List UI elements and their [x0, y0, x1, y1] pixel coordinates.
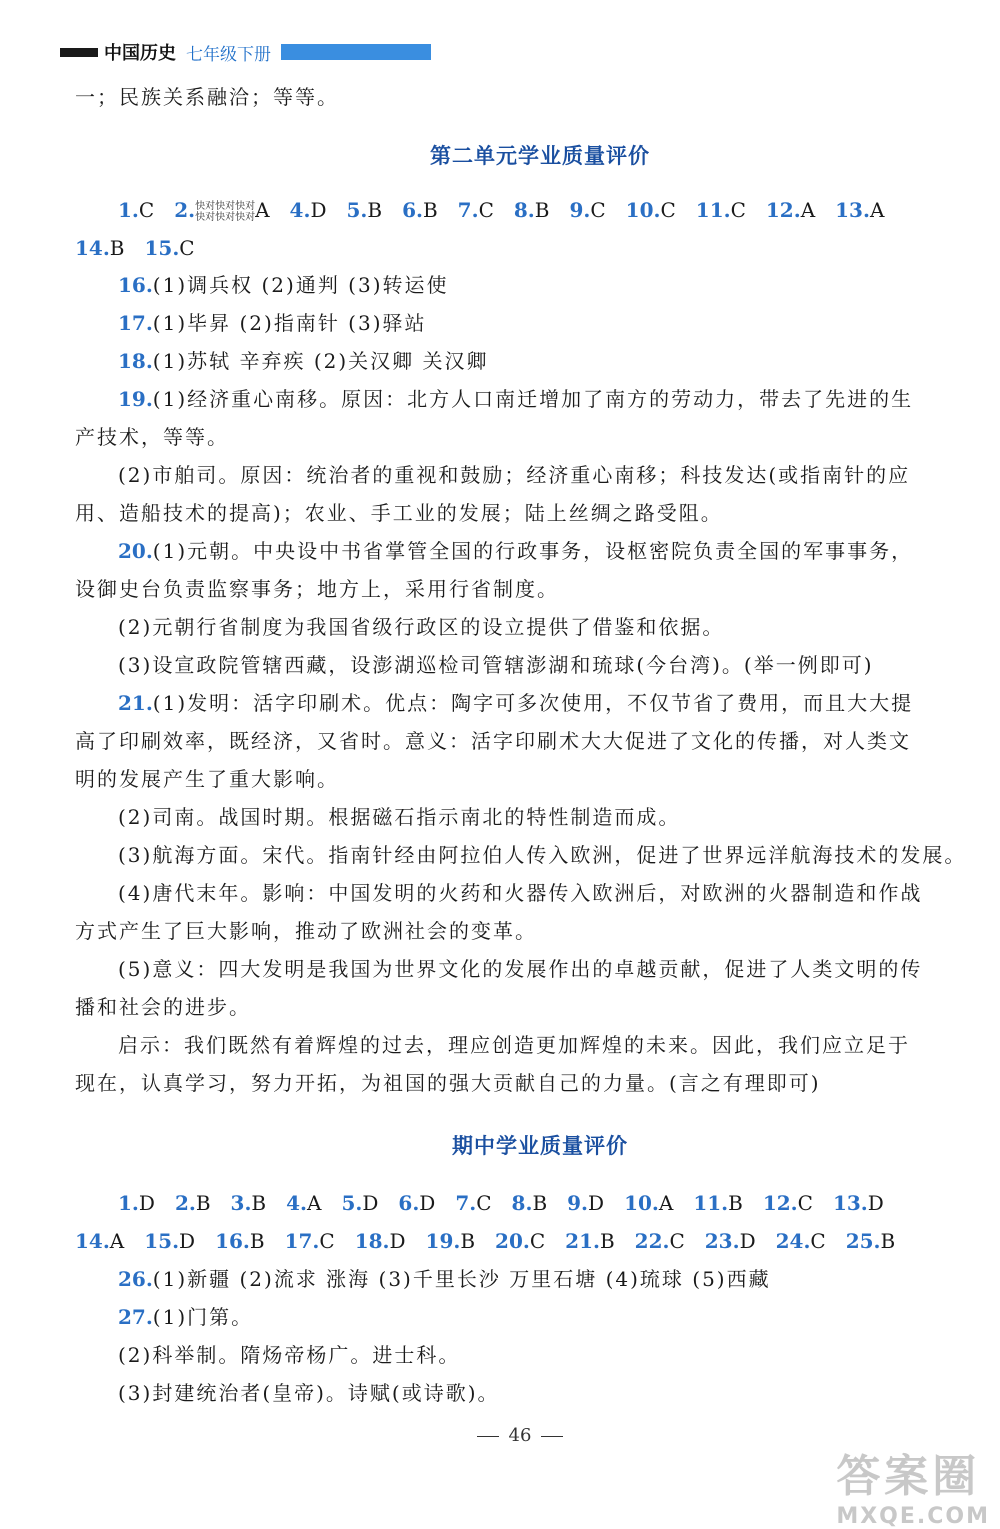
q18-text: (1)苏轼 辛弃疾 (2)关汉卿 关汉卿 [152, 349, 489, 373]
q19-line1 [118, 384, 913, 414]
midterm-answer-letter: C [476, 1191, 492, 1215]
midterm-answer [693, 1191, 743, 1215]
q19-line4: 用、造船技术的提高)；农业、手工业的发展；陆上丝绸之路受阻。 [75, 501, 723, 525]
midterm-answer-letter: D [588, 1191, 605, 1215]
q19-line2: 产技术，等等。 [75, 425, 229, 449]
q21-line7: 方式产生了巨大影响，推动了欧洲社会的变革。 [75, 919, 537, 943]
unit2-answer-number: 6. [402, 198, 423, 222]
q21-line1 [118, 688, 913, 718]
q17-text: (1)毕昇 (2)指南针 (3)驿站 [152, 311, 427, 335]
midterm-answer-number: 2. [174, 1191, 196, 1215]
header-subject: 中国历史 [104, 43, 176, 64]
midterm-answer-number: 23. [704, 1229, 740, 1253]
midterm-answer [512, 1191, 548, 1215]
midterm-answer [231, 1191, 267, 1215]
midterm-answer-letter: D [138, 1191, 155, 1215]
midterm-answer [705, 1229, 756, 1253]
q17 [118, 308, 427, 338]
unit2-answer [626, 198, 676, 222]
unit2-answer [118, 198, 154, 222]
midterm-answer-number: 8. [511, 1191, 533, 1215]
q17-number: 17. [118, 311, 153, 335]
midterm-answer-letter: D [419, 1191, 436, 1215]
midterm-answer-letter: A [307, 1191, 322, 1215]
midterm-answer [144, 1229, 195, 1253]
q20-line3: (2)元朝行省制度为我国省级行政区的设立提供了借鉴和依据。 [118, 615, 725, 639]
q21-line10: 启示：我们既然有着辉煌的过去，理应创造更加辉煌的未来。因此，我们应立足于 [118, 1033, 910, 1057]
page-number-text: 46 [508, 1425, 532, 1446]
unit2-answer-number: 15. [144, 236, 180, 260]
midterm-answer-letter: A [109, 1229, 125, 1253]
midterm-answer [846, 1229, 896, 1253]
unit2-answer [696, 198, 746, 222]
midterm-answer-number: 7. [455, 1191, 477, 1215]
q27-text1: (1)门第。 [152, 1305, 254, 1329]
midterm-answer-number: 18. [354, 1229, 390, 1253]
unit2-answer-number: 7. [457, 198, 479, 222]
page-dash-left [477, 1436, 499, 1437]
midterm-answer-letter: B [460, 1229, 476, 1253]
q26-text: (1)新疆 (2)流求 涨海 (3)千里长沙 万里石塘 (4)琉球 (5)西藏 [152, 1267, 771, 1291]
q19-text1: (1)经济重心南移。原因：北方人口南迁增加了南方的劳动力，带去了先进的生 [152, 387, 914, 411]
q26 [118, 1264, 771, 1294]
midterm-answer-number: 5. [341, 1191, 363, 1215]
midterm-answer-number: 12. [762, 1191, 798, 1215]
midterm-answer-letter: B [599, 1229, 615, 1253]
q26-number: 26. [118, 1267, 153, 1291]
midterm-answer-number: 24. [775, 1229, 811, 1253]
header-stripe [281, 44, 431, 60]
midterm-answer-letter: D [179, 1229, 196, 1253]
unit2-answer-number: 13. [835, 198, 870, 222]
unit2-answer-letter: C [660, 198, 676, 222]
unit2-answer-letter: C [138, 198, 155, 222]
midterm-answer-letter: D [389, 1229, 406, 1253]
midterm-title: 期中学业质量评价 [452, 1133, 628, 1158]
watermark-line: 快对快对快对 [195, 200, 256, 212]
q21-line2: 高了印刷效率，既经济，又省时。意义：活字印刷术大大促进了文化的传播，对人类文 [75, 729, 911, 753]
watermark-logo [836, 1440, 990, 1529]
q21-line9: 播和社会的进步。 [75, 995, 251, 1019]
unit2-answer [835, 198, 884, 222]
q21-number: 21. [118, 691, 153, 715]
watermark-line: 快对快对快对 [195, 211, 256, 223]
q21-line4: (2)司南。战国时期。根据磁石指示南北的特性制造而成。 [118, 805, 681, 829]
header-grade: 七年级下册 [186, 44, 271, 65]
q20-line1 [118, 536, 913, 566]
midterm-answer-number: 3. [230, 1191, 252, 1215]
unit2-answer-number: 11. [695, 198, 731, 222]
midterm-answer-letter: A [658, 1191, 674, 1215]
q16-number: 16. [118, 273, 153, 297]
unit2-answer [402, 198, 438, 222]
midterm-choice-row1 [118, 1188, 904, 1218]
unit2-answer-letter: B [534, 198, 550, 222]
midterm-answer [398, 1191, 435, 1215]
midterm-answer [455, 1191, 491, 1215]
midterm-answer-letter: D [362, 1191, 379, 1215]
watermark-logo-small: MXQE.COM [836, 1504, 990, 1529]
midterm-answer [624, 1191, 673, 1215]
unit2-answer [514, 198, 550, 222]
unit2-answer-number: 10. [625, 198, 661, 222]
midterm-answer-letter: C [810, 1229, 826, 1253]
midterm-answer-letter: C [669, 1229, 685, 1253]
q20-text1: (1)元朝。中央设中书省掌管全国的行政事务，设枢密院负责全国的军事事务， [152, 539, 914, 563]
unit2-answer [569, 198, 605, 222]
midterm-answer [635, 1229, 685, 1253]
q16 [118, 270, 449, 300]
q20-line4: (3)设宣政院管辖西藏，设澎湖巡检司管辖澎湖和琉球(今台湾)。(举一例即可) [118, 653, 874, 677]
unit2-answer [174, 198, 269, 222]
unit2-choice-row1 [118, 195, 904, 225]
q27-line2: (2)科举制。隋炀帝杨广。进士科。 [118, 1343, 461, 1367]
midterm-answer-letter: C [319, 1229, 335, 1253]
q20-number: 20. [118, 539, 153, 563]
midterm-answer [426, 1229, 476, 1253]
midterm-answer [341, 1191, 378, 1215]
midterm-answer-number: 14. [75, 1229, 110, 1253]
unit2-answer-number: 2. [174, 198, 196, 222]
midterm-answer [833, 1191, 884, 1215]
unit2-answer-letter: A [869, 198, 885, 222]
midterm-answer [118, 1191, 155, 1215]
unit2-answer-letter: B [422, 198, 438, 222]
unit2-answer [766, 198, 815, 222]
q19-number: 19. [118, 387, 153, 411]
unit2-answer-number: 4. [289, 198, 311, 222]
q21-text1: (1)发明：活字印刷术。优点：陶字可多次使用，不仅节省了费用，而且大大提 [152, 691, 914, 715]
page-dash-right [541, 1436, 563, 1437]
midterm-answer-number: 17. [284, 1229, 320, 1253]
q27-line1 [118, 1302, 253, 1332]
q27-line3: (3)封建统治者(皇帝)。诗赋(或诗歌)。 [118, 1381, 500, 1405]
unit2-answer-number: 8. [513, 198, 535, 222]
midterm-answer-number: 22. [634, 1229, 670, 1253]
midterm-answer-number: 16. [215, 1229, 250, 1253]
unit2-answer [145, 236, 195, 260]
midterm-answer-number: 20. [495, 1229, 530, 1253]
midterm-answer [75, 1229, 124, 1253]
midterm-answer-number: 6. [398, 1191, 420, 1215]
midterm-answer [285, 1229, 335, 1253]
midterm-answer-number: 13. [832, 1191, 868, 1215]
midterm-answer [495, 1229, 545, 1253]
midterm-answer [286, 1191, 321, 1215]
midterm-answer-letter: D [739, 1229, 756, 1253]
midterm-answer-number: 9. [567, 1191, 589, 1215]
midterm-answer-letter: B [249, 1229, 265, 1253]
unit2-answer-letter: D [310, 198, 327, 222]
q21-line6: (4)唐代末年。影响：中国发明的火药和火器传入欧洲后，对欧洲的火器制造和作战 [118, 881, 923, 905]
unit2-answer-letter: A [800, 198, 816, 222]
midterm-answer-letter: B [728, 1191, 743, 1215]
q21-line11: 现在，认真学习，努力开拓，为祖国的强大贡献自己的力量。(言之有理即可) [75, 1071, 821, 1095]
midterm-answer [776, 1229, 826, 1253]
midterm-answer [215, 1229, 265, 1253]
unit2-answer [75, 236, 125, 260]
unit2-answer-letter: A [255, 198, 270, 222]
midterm-answer-letter: B [251, 1191, 267, 1215]
unit2-answer [458, 198, 494, 222]
unit2-title: 第二单元学业质量评价 [430, 143, 650, 168]
midterm-answer-letter: C [797, 1191, 813, 1215]
page-header [60, 40, 431, 64]
unit2-answer-number: 9. [569, 198, 591, 222]
midterm-answer-number: 15. [144, 1229, 180, 1253]
midterm-answer [565, 1229, 615, 1253]
watermark-logo-big: 答案圈 [836, 1451, 981, 1502]
q16-text: (1)调兵权 (2)通判 (3)转运使 [152, 273, 449, 297]
watermark-text [195, 201, 255, 223]
midterm-answer-letter: B [195, 1191, 211, 1215]
unit2-answer [290, 198, 327, 222]
q21-line5: (3)航海方面。宋代。指南针经由阿拉伯人传入欧洲，促进了世界远洋航海技术的发展。 [118, 843, 967, 867]
midterm-answer-number: 19. [425, 1229, 461, 1253]
unit2-answer-letter: B [367, 198, 383, 222]
unit2-answer-letter: C [179, 236, 195, 260]
unit2-answer-number: 1. [118, 198, 139, 222]
unit2-choice-row2 [75, 233, 215, 263]
midterm-answer [763, 1191, 813, 1215]
unit2-answer-number: 5. [346, 198, 368, 222]
midterm-answer-number: 11. [693, 1191, 729, 1215]
q27-number: 27. [118, 1305, 153, 1329]
midterm-answer-number: 21. [565, 1229, 600, 1253]
midterm-answer-letter: B [880, 1229, 896, 1253]
midterm-answer-letter: D [867, 1191, 884, 1215]
midterm-answer-number: 4. [286, 1191, 308, 1215]
midterm-answer [355, 1229, 406, 1253]
midterm-answer-number: 25. [845, 1229, 881, 1253]
q19-line3: (2)市舶司。原因：统治者的重视和鼓励；经济重心南移；科技发达(或指南针的应 [118, 463, 911, 487]
unit2-answer-letter: B [109, 236, 125, 260]
unit2-answer-letter: C [478, 198, 494, 222]
unit2-answer-number: 12. [765, 198, 801, 222]
unit2-answer-letter: C [730, 198, 746, 222]
q21-line3: 明的发展产生了重大影响。 [75, 767, 339, 791]
unit2-answer-number: 14. [75, 236, 110, 260]
midterm-answer [175, 1191, 211, 1215]
unit2-answer-letter: C [590, 198, 606, 222]
midterm-choice-row2 [75, 1226, 915, 1256]
midterm-answer-number: 1. [118, 1191, 139, 1215]
q18-number: 18. [118, 349, 153, 373]
midterm-answer-number: 10. [624, 1191, 659, 1215]
q18 [118, 346, 489, 376]
midterm-answer [567, 1191, 604, 1215]
header-bar [60, 48, 98, 57]
unit2-answer [346, 198, 382, 222]
intro-line: 一；民族关系融洽；等等。 [75, 85, 339, 109]
q20-line2: 设御史台负责监察事务；地方上，采用行省制度。 [75, 577, 559, 601]
q21-line8: (5)意义：四大发明是我国为世界文化的发展作出的卓越贡献，促进了人类文明的传 [118, 957, 923, 981]
midterm-answer-letter: B [532, 1191, 548, 1215]
midterm-answer-letter: C [529, 1229, 546, 1253]
